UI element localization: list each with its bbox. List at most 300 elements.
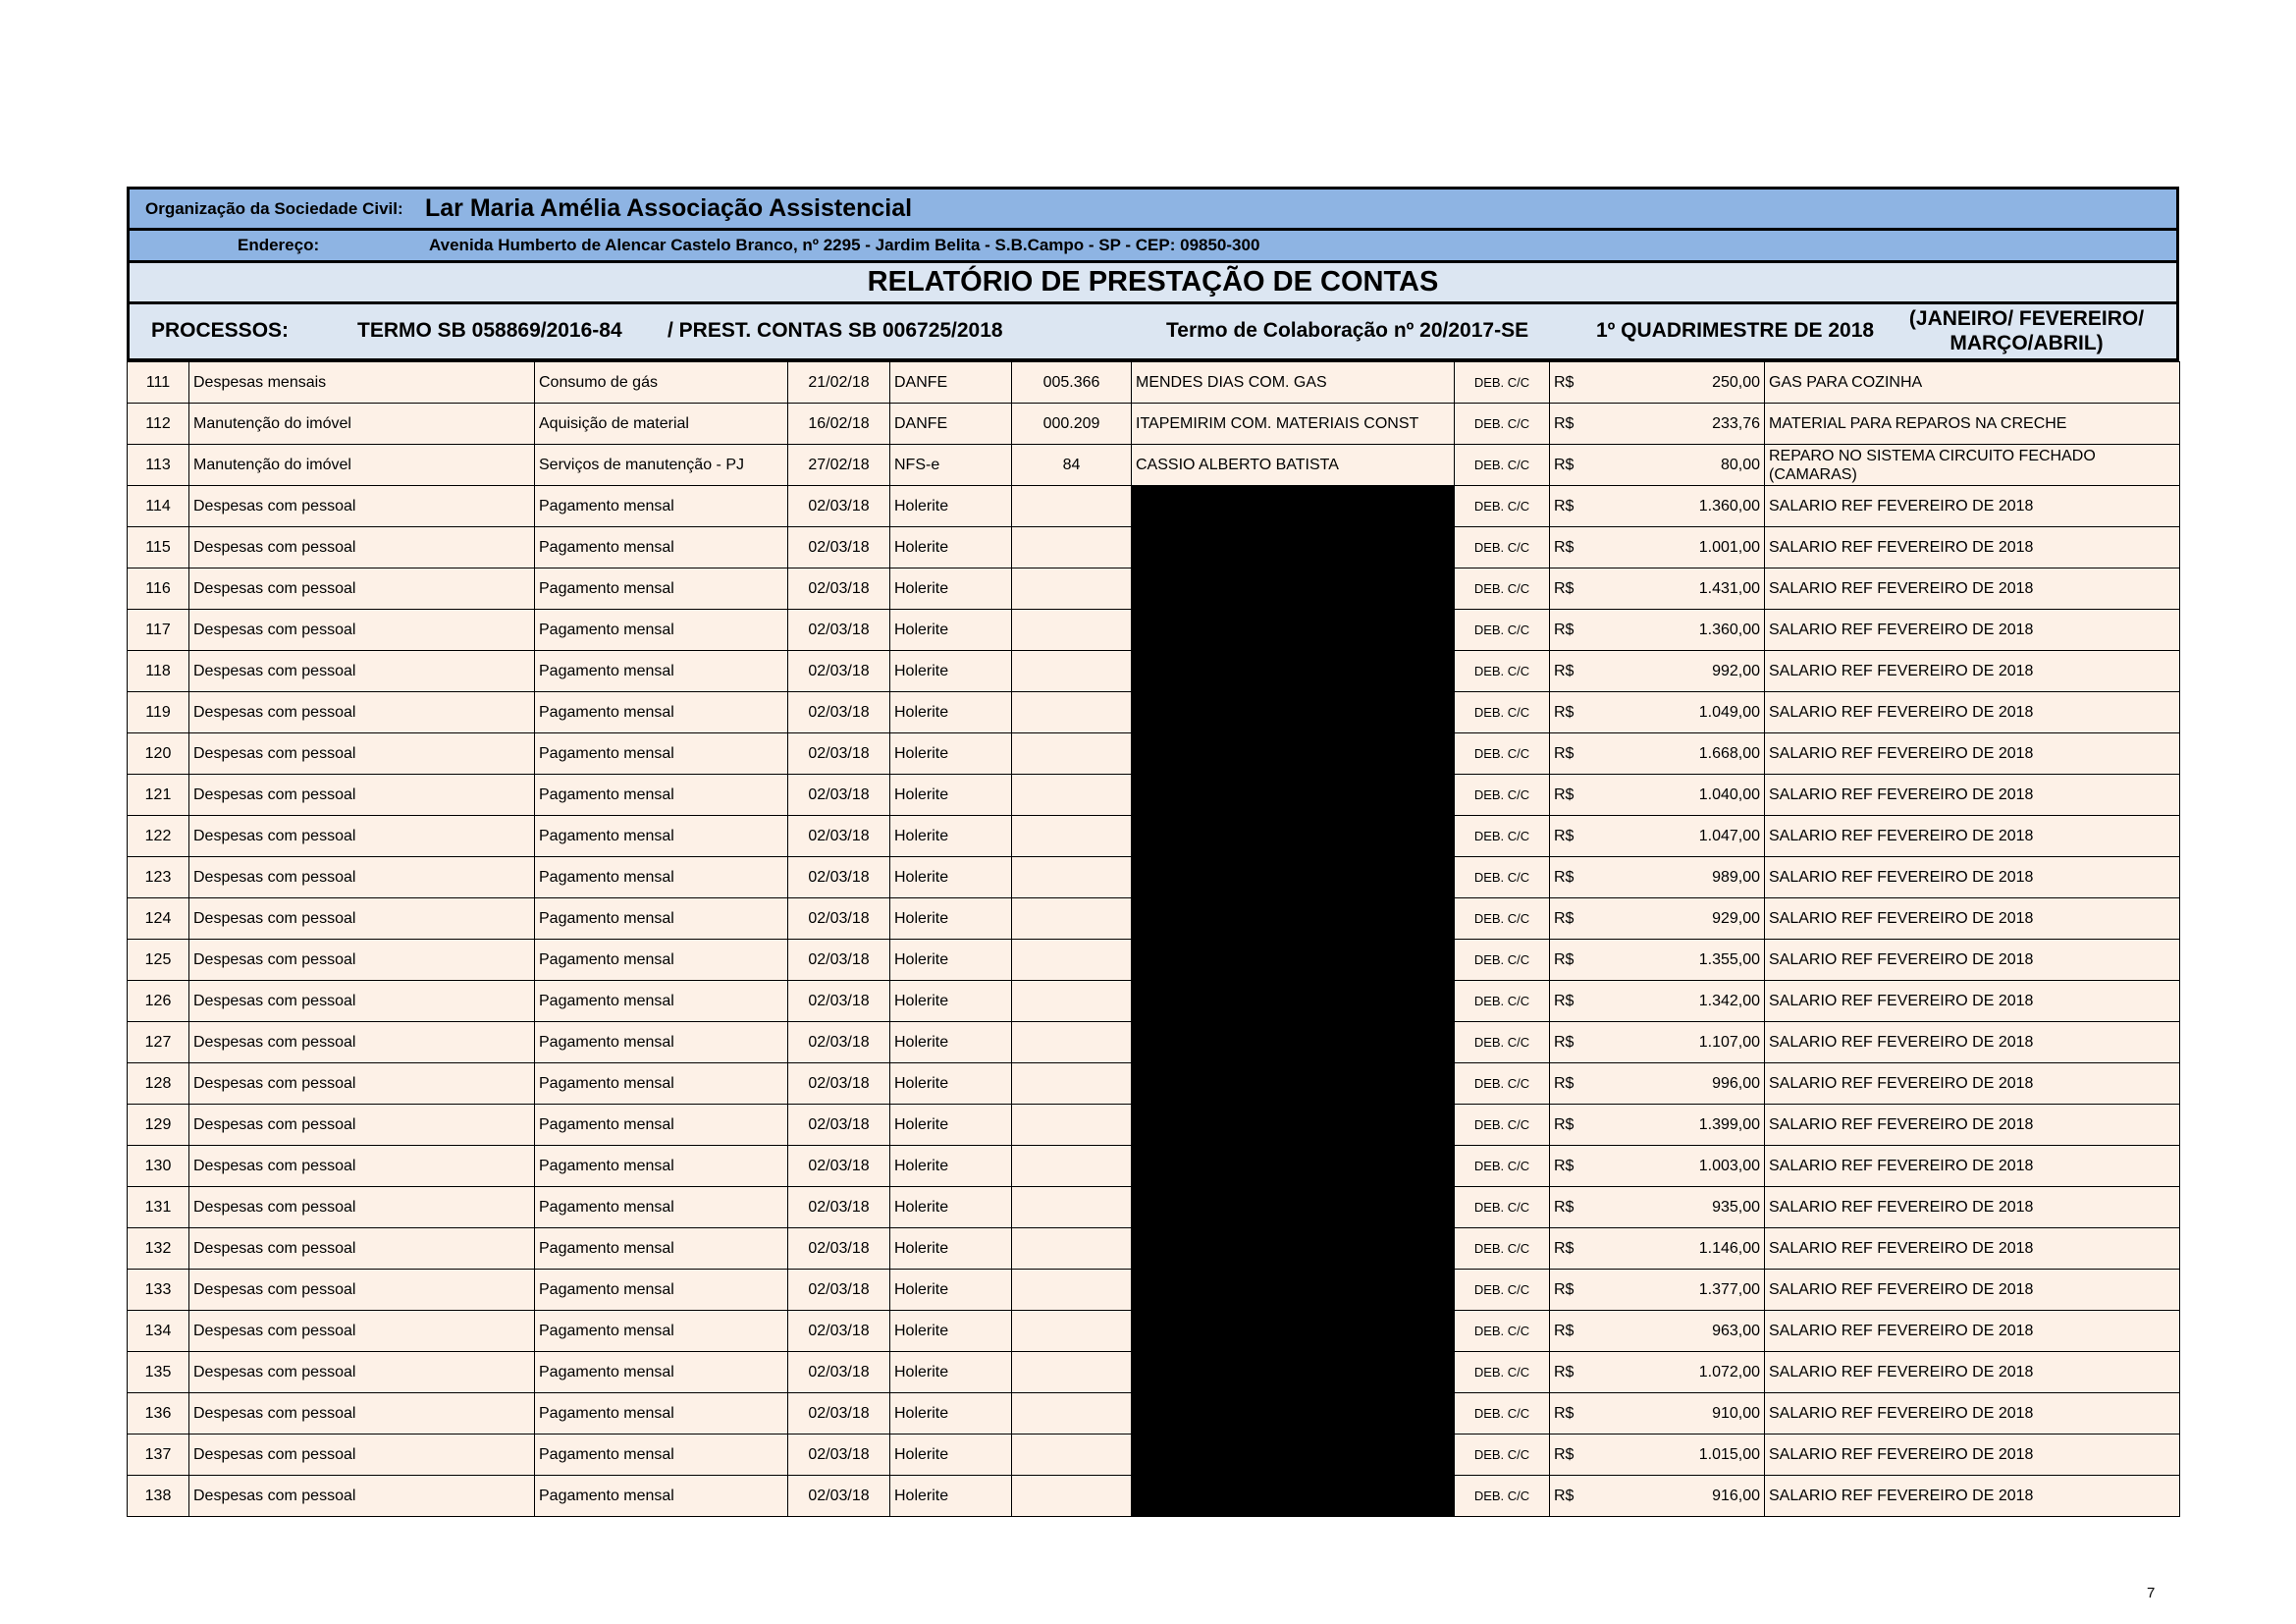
table-row: [128, 1022, 2180, 1063]
expense-category: Despesas com pessoal: [189, 651, 535, 692]
row-number: 117: [128, 610, 189, 651]
period-line-1: (JANEIRO/ FEVEREIRO/: [1908, 307, 2145, 330]
expense-subcategory: Pagamento mensal: [535, 940, 788, 981]
page-number: 7: [2147, 1585, 2156, 1601]
currency-symbol: R$: [1554, 414, 1575, 432]
currency-symbol: R$: [1554, 1074, 1575, 1092]
amount-cell: [1550, 1228, 1765, 1270]
payment-method: DEB. C/C: [1455, 816, 1550, 857]
expense-date: 02/03/18: [788, 857, 890, 898]
amount-value: 910,00: [1712, 1404, 1760, 1422]
amount-value: 233,76: [1712, 414, 1760, 432]
currency-symbol: R$: [1554, 909, 1575, 927]
expense-category: Despesas com pessoal: [189, 568, 535, 610]
expense-subcategory: Pagamento mensal: [535, 651, 788, 692]
expense-subcategory: Pagamento mensal: [535, 1311, 788, 1352]
colaboration-term: Termo de Colaboração nº 20/2017-SE: [1166, 319, 1529, 342]
expense-date: 02/03/18: [788, 486, 890, 527]
processes-label: PROCESSOS:: [151, 319, 290, 342]
expense-date: 02/03/18: [788, 568, 890, 610]
quadrimester: 1º QUADRIMESTRE DE 2018: [1596, 319, 1875, 342]
document-number: [1012, 1435, 1132, 1476]
row-number: 132: [128, 1228, 189, 1270]
currency-symbol: R$: [1554, 662, 1575, 679]
expense-subcategory: Pagamento mensal: [535, 692, 788, 733]
document-type: Holerite: [890, 1435, 1012, 1476]
table-row: [128, 568, 2180, 610]
payment-method: DEB. C/C: [1455, 486, 1550, 527]
report-sheet: [127, 187, 2179, 1517]
document-type: Holerite: [890, 981, 1012, 1022]
payment-method: DEB. C/C: [1455, 940, 1550, 981]
amount-cell: [1550, 981, 1765, 1022]
period-line-2: MARÇO/ABRIL): [1949, 332, 2104, 354]
table-row: [128, 1393, 2180, 1435]
expense-date: 02/03/18: [788, 1270, 890, 1311]
currency-symbol: R$: [1554, 950, 1575, 968]
processes-row: [130, 304, 2176, 361]
table-row: [128, 981, 2180, 1022]
document-number: [1012, 1105, 1132, 1146]
payment-method: DEB. C/C: [1455, 692, 1550, 733]
expense-subcategory: Pagamento mensal: [535, 816, 788, 857]
amount-value: 963,00: [1712, 1322, 1760, 1339]
payment-method: DEB. C/C: [1455, 1063, 1550, 1105]
row-number: 116: [128, 568, 189, 610]
table-row: [128, 1146, 2180, 1187]
amount-cell: [1550, 1270, 1765, 1311]
document-type: Holerite: [890, 1063, 1012, 1105]
expense-subcategory: Pagamento mensal: [535, 775, 788, 816]
payment-method: DEB. C/C: [1455, 857, 1550, 898]
expense-description: SALARIO REF FEVEREIRO DE 2018: [1765, 775, 2180, 816]
document-type: Holerite: [890, 568, 1012, 610]
expense-description: SALARIO REF FEVEREIRO DE 2018: [1765, 733, 2180, 775]
amount-cell: [1550, 857, 1765, 898]
expense-category: Despesas com pessoal: [189, 981, 535, 1022]
expense-date: 02/03/18: [788, 940, 890, 981]
expense-subcategory: Pagamento mensal: [535, 981, 788, 1022]
row-number: 112: [128, 404, 189, 445]
row-number: 120: [128, 733, 189, 775]
document-number: [1012, 1311, 1132, 1352]
amount-cell: [1550, 1311, 1765, 1352]
term-number: TERMO SB 058869/2016-84: [357, 319, 622, 342]
expense-description: SALARIO REF FEVEREIRO DE 2018: [1765, 1435, 2180, 1476]
address-label: Endereço:: [238, 236, 320, 254]
table-row: [128, 1311, 2180, 1352]
expense-category: Despesas com pessoal: [189, 1063, 535, 1105]
currency-symbol: R$: [1554, 992, 1575, 1009]
document-type: NFS-e: [890, 445, 1012, 486]
redacted-supplier: [1132, 775, 1455, 816]
expense-description: REPARO NO SISTEMA CIRCUITO FECHADO (CAMARAS): [1765, 445, 2180, 486]
expense-category: Manutenção do imóvel: [189, 404, 535, 445]
expense-description: SALARIO REF FEVEREIRO DE 2018: [1765, 568, 2180, 610]
document-type: Holerite: [890, 1393, 1012, 1435]
expense-category: Despesas com pessoal: [189, 1270, 535, 1311]
expense-date: 02/03/18: [788, 1063, 890, 1105]
amount-cell: [1550, 816, 1765, 857]
expense-description: SALARIO REF FEVEREIRO DE 2018: [1765, 857, 2180, 898]
document-type: Holerite: [890, 1105, 1012, 1146]
amount-value: 250,00: [1712, 373, 1760, 391]
amount-cell: [1550, 1105, 1765, 1146]
expense-category: Despesas com pessoal: [189, 1476, 535, 1517]
expense-date: 02/03/18: [788, 1228, 890, 1270]
organization-label: Organização da Sociedade Civil:: [145, 198, 403, 218]
payment-method: DEB. C/C: [1455, 362, 1550, 404]
redacted-supplier: [1132, 1311, 1455, 1352]
amount-cell: [1550, 733, 1765, 775]
expense-date: 02/03/18: [788, 1105, 890, 1146]
payment-method: DEB. C/C: [1455, 1393, 1550, 1435]
document-number: [1012, 733, 1132, 775]
document-number: [1012, 940, 1132, 981]
title-row: [130, 263, 2176, 304]
currency-symbol: R$: [1554, 1033, 1575, 1051]
row-number: 123: [128, 857, 189, 898]
row-number: 129: [128, 1105, 189, 1146]
currency-symbol: R$: [1554, 1115, 1575, 1133]
expense-date: 02/03/18: [788, 1435, 890, 1476]
expense-category: Despesas com pessoal: [189, 1228, 535, 1270]
redacted-supplier: [1132, 1435, 1455, 1476]
document-type: Holerite: [890, 1187, 1012, 1228]
amount-cell: [1550, 568, 1765, 610]
currency-symbol: R$: [1554, 1157, 1575, 1174]
redacted-supplier: [1132, 733, 1455, 775]
currency-symbol: R$: [1554, 1487, 1575, 1504]
currency-symbol: R$: [1554, 579, 1575, 597]
amount-value: 1.049,00: [1698, 703, 1760, 721]
currency-symbol: R$: [1554, 1280, 1575, 1298]
amount-cell: [1550, 1476, 1765, 1517]
currency-symbol: R$: [1554, 744, 1575, 762]
expense-category: Despesas com pessoal: [189, 692, 535, 733]
document-number: [1012, 1022, 1132, 1063]
expense-subcategory: Pagamento mensal: [535, 1063, 788, 1105]
document-number: [1012, 981, 1132, 1022]
expense-subcategory: Pagamento mensal: [535, 610, 788, 651]
document-number: [1012, 898, 1132, 940]
table-row: [128, 857, 2180, 898]
expense-date: 02/03/18: [788, 610, 890, 651]
expense-description: SALARIO REF FEVEREIRO DE 2018: [1765, 940, 2180, 981]
expense-date: 02/03/18: [788, 1476, 890, 1517]
amount-value: 1.668,00: [1698, 744, 1760, 762]
amount-cell: [1550, 775, 1765, 816]
amount-cell: [1550, 610, 1765, 651]
expense-subcategory: Pagamento mensal: [535, 1476, 788, 1517]
payment-method: DEB. C/C: [1455, 1435, 1550, 1476]
expense-description: SALARIO REF FEVEREIRO DE 2018: [1765, 1476, 2180, 1517]
expense-date: 02/03/18: [788, 733, 890, 775]
row-number: 114: [128, 486, 189, 527]
redacted-supplier: [1132, 568, 1455, 610]
expense-description: SALARIO REF FEVEREIRO DE 2018: [1765, 1311, 2180, 1352]
amount-value: 1.047,00: [1698, 827, 1760, 844]
expense-date: 02/03/18: [788, 981, 890, 1022]
expense-subcategory: Pagamento mensal: [535, 1393, 788, 1435]
address-text: Avenida Humberto de Alencar Castelo Branco, nº 2295 - Jardim Belita - S.B.Campo - SP - CEP: 09850-300: [429, 236, 1260, 254]
amount-cell: [1550, 651, 1765, 692]
row-number: 125: [128, 940, 189, 981]
expense-description: SALARIO REF FEVEREIRO DE 2018: [1765, 1146, 2180, 1187]
document-type: Holerite: [890, 1022, 1012, 1063]
table-row: [128, 1270, 2180, 1311]
row-number: 121: [128, 775, 189, 816]
expense-description: SALARIO REF FEVEREIRO DE 2018: [1765, 1105, 2180, 1146]
expense-subcategory: Pagamento mensal: [535, 1435, 788, 1476]
table-row: [128, 1352, 2180, 1393]
expense-date: 02/03/18: [788, 527, 890, 568]
document-type: Holerite: [890, 1146, 1012, 1187]
expense-description: SALARIO REF FEVEREIRO DE 2018: [1765, 651, 2180, 692]
expense-subcategory: Pagamento mensal: [535, 898, 788, 940]
expenses-table-body: [128, 362, 2180, 1517]
period-months: [1896, 306, 2157, 355]
expense-category: Despesas com pessoal: [189, 940, 535, 981]
expense-date: 27/02/18: [788, 445, 890, 486]
amount-value: 1.107,00: [1698, 1033, 1760, 1051]
supplier-name: MENDES DIAS COM. GAS: [1132, 362, 1455, 404]
table-row: [128, 1476, 2180, 1517]
amount-cell: [1550, 940, 1765, 981]
payment-method: DEB. C/C: [1455, 568, 1550, 610]
payment-method: DEB. C/C: [1455, 1228, 1550, 1270]
expense-subcategory: Pagamento mensal: [535, 568, 788, 610]
expense-subcategory: Serviços de manutenção - PJ: [535, 445, 788, 486]
expense-description: SALARIO REF FEVEREIRO DE 2018: [1765, 898, 2180, 940]
redacted-supplier: [1132, 692, 1455, 733]
amount-value: 992,00: [1712, 662, 1760, 679]
amount-value: 1.003,00: [1698, 1157, 1760, 1174]
expenses-table: [127, 361, 2180, 1517]
amount-value: 929,00: [1712, 909, 1760, 927]
organization-row: [130, 189, 2176, 231]
address-row: [130, 231, 2176, 263]
row-number: 138: [128, 1476, 189, 1517]
expense-date: 02/03/18: [788, 651, 890, 692]
document-number: [1012, 486, 1132, 527]
expense-category: Despesas com pessoal: [189, 1435, 535, 1476]
expense-date: 02/03/18: [788, 692, 890, 733]
redacted-supplier: [1132, 1476, 1455, 1517]
row-number: 130: [128, 1146, 189, 1187]
expense-subcategory: Aquisição de material: [535, 404, 788, 445]
document-type: Holerite: [890, 610, 1012, 651]
document-type: Holerite: [890, 775, 1012, 816]
currency-symbol: R$: [1554, 538, 1575, 556]
document-number: 000.209: [1012, 404, 1132, 445]
amount-cell: [1550, 1187, 1765, 1228]
report-title: RELATÓRIO DE PRESTAÇÃO DE CONTAS: [867, 266, 1439, 298]
document-number: [1012, 692, 1132, 733]
amount-value: 1.015,00: [1698, 1445, 1760, 1463]
expense-description: SALARIO REF FEVEREIRO DE 2018: [1765, 610, 2180, 651]
currency-symbol: R$: [1554, 827, 1575, 844]
document-type: Holerite: [890, 651, 1012, 692]
expense-description: SALARIO REF FEVEREIRO DE 2018: [1765, 1270, 2180, 1311]
expense-description: SALARIO REF FEVEREIRO DE 2018: [1765, 1063, 2180, 1105]
expense-date: 02/03/18: [788, 898, 890, 940]
table-row: [128, 527, 2180, 568]
table-row: [128, 1187, 2180, 1228]
document-type: Holerite: [890, 1476, 1012, 1517]
table-row: [128, 610, 2180, 651]
document-number: [1012, 1270, 1132, 1311]
currency-symbol: R$: [1554, 703, 1575, 721]
amount-cell: [1550, 404, 1765, 445]
payment-method: DEB. C/C: [1455, 1105, 1550, 1146]
redacted-supplier: [1132, 1063, 1455, 1105]
prest-contas-number: / PREST. CONTAS SB 006725/2018: [667, 319, 1003, 342]
currency-symbol: R$: [1554, 785, 1575, 803]
currency-symbol: R$: [1554, 373, 1575, 391]
redacted-supplier: [1132, 1393, 1455, 1435]
table-row: [128, 362, 2180, 404]
expense-subcategory: Pagamento mensal: [535, 857, 788, 898]
amount-value: 1.355,00: [1698, 950, 1760, 968]
document-type: Holerite: [890, 733, 1012, 775]
table-row: [128, 898, 2180, 940]
amount-cell: [1550, 362, 1765, 404]
amount-value: 1.001,00: [1698, 538, 1760, 556]
amount-value: 1.431,00: [1698, 579, 1760, 597]
payment-method: DEB. C/C: [1455, 1146, 1550, 1187]
expense-description: GAS PARA COZINHA: [1765, 362, 2180, 404]
document-number: [1012, 1063, 1132, 1105]
currency-symbol: R$: [1554, 1322, 1575, 1339]
document-number: [1012, 527, 1132, 568]
currency-symbol: R$: [1554, 497, 1575, 514]
expense-description: SALARIO REF FEVEREIRO DE 2018: [1765, 1352, 2180, 1393]
expense-description: SALARIO REF FEVEREIRO DE 2018: [1765, 486, 2180, 527]
expense-date: 16/02/18: [788, 404, 890, 445]
table-row: [128, 940, 2180, 981]
row-number: 113: [128, 445, 189, 486]
expense-subcategory: Pagamento mensal: [535, 1270, 788, 1311]
expense-description: SALARIO REF FEVEREIRO DE 2018: [1765, 1187, 2180, 1228]
table-row: [128, 404, 2180, 445]
row-number: 128: [128, 1063, 189, 1105]
currency-symbol: R$: [1554, 1198, 1575, 1216]
payment-method: DEB. C/C: [1455, 610, 1550, 651]
currency-symbol: R$: [1554, 456, 1575, 473]
document-type: DANFE: [890, 404, 1012, 445]
payment-method: DEB. C/C: [1455, 527, 1550, 568]
document-number: [1012, 1146, 1132, 1187]
organization-name: Lar Maria Amélia Associação Assistencial: [425, 194, 913, 222]
supplier-name: CASSIO ALBERTO BATISTA: [1132, 445, 1455, 486]
amount-value: 1.342,00: [1698, 992, 1760, 1009]
amount-value: 1.040,00: [1698, 785, 1760, 803]
expense-category: Despesas com pessoal: [189, 816, 535, 857]
table-row: [128, 733, 2180, 775]
payment-method: DEB. C/C: [1455, 1022, 1550, 1063]
row-number: 118: [128, 651, 189, 692]
document-number: [1012, 651, 1132, 692]
document-number: 84: [1012, 445, 1132, 486]
document-number: [1012, 1476, 1132, 1517]
payment-method: DEB. C/C: [1455, 775, 1550, 816]
expense-subcategory: Pagamento mensal: [535, 733, 788, 775]
row-number: 137: [128, 1435, 189, 1476]
supplier-name: ITAPEMIRIM COM. MATERIAIS CONST: [1132, 404, 1455, 445]
expense-category: Despesas com pessoal: [189, 527, 535, 568]
expense-category: Despesas com pessoal: [189, 1393, 535, 1435]
expense-category: Despesas com pessoal: [189, 1352, 535, 1393]
payment-method: DEB. C/C: [1455, 651, 1550, 692]
redacted-supplier: [1132, 1270, 1455, 1311]
amount-value: 1.377,00: [1698, 1280, 1760, 1298]
expense-category: Despesas com pessoal: [189, 898, 535, 940]
payment-method: DEB. C/C: [1455, 404, 1550, 445]
expense-category: Despesas com pessoal: [189, 1311, 535, 1352]
amount-cell: [1550, 1146, 1765, 1187]
redacted-supplier: [1132, 940, 1455, 981]
expense-description: SALARIO REF FEVEREIRO DE 2018: [1765, 1022, 2180, 1063]
amount-value: 1.072,00: [1698, 1363, 1760, 1380]
redacted-supplier: [1132, 1187, 1455, 1228]
document-number: [1012, 816, 1132, 857]
expense-category: Despesas com pessoal: [189, 486, 535, 527]
payment-method: DEB. C/C: [1455, 981, 1550, 1022]
row-number: 126: [128, 981, 189, 1022]
payment-method: DEB. C/C: [1455, 1311, 1550, 1352]
redacted-supplier: [1132, 651, 1455, 692]
payment-method: DEB. C/C: [1455, 733, 1550, 775]
document-number: 005.366: [1012, 362, 1132, 404]
payment-method: DEB. C/C: [1455, 445, 1550, 486]
document-number: [1012, 775, 1132, 816]
amount-value: 1.360,00: [1698, 497, 1760, 514]
document-type: Holerite: [890, 692, 1012, 733]
expense-subcategory: Pagamento mensal: [535, 1228, 788, 1270]
payment-method: DEB. C/C: [1455, 898, 1550, 940]
document-number: [1012, 1393, 1132, 1435]
payment-method: DEB. C/C: [1455, 1476, 1550, 1517]
expense-description: SALARIO REF FEVEREIRO DE 2018: [1765, 816, 2180, 857]
expense-category: Despesas com pessoal: [189, 1105, 535, 1146]
redacted-supplier: [1132, 981, 1455, 1022]
expense-subcategory: Pagamento mensal: [535, 1352, 788, 1393]
row-number: 111: [128, 362, 189, 404]
expense-description: SALARIO REF FEVEREIRO DE 2018: [1765, 527, 2180, 568]
amount-value: 989,00: [1712, 868, 1760, 886]
expense-subcategory: Pagamento mensal: [535, 1105, 788, 1146]
document-type: Holerite: [890, 1228, 1012, 1270]
row-number: 127: [128, 1022, 189, 1063]
currency-symbol: R$: [1554, 621, 1575, 638]
expense-category: Despesas com pessoal: [189, 1187, 535, 1228]
amount-value: 916,00: [1712, 1487, 1760, 1504]
redacted-supplier: [1132, 898, 1455, 940]
document-type: Holerite: [890, 1352, 1012, 1393]
expense-subcategory: Pagamento mensal: [535, 1146, 788, 1187]
amount-cell: [1550, 527, 1765, 568]
document-type: Holerite: [890, 1311, 1012, 1352]
table-row: [128, 1063, 2180, 1105]
amount-cell: [1550, 1063, 1765, 1105]
row-number: 136: [128, 1393, 189, 1435]
document-number: [1012, 1352, 1132, 1393]
amount-value: 80,00: [1720, 456, 1760, 473]
document-type: Holerite: [890, 857, 1012, 898]
document-type: Holerite: [890, 940, 1012, 981]
report-header: [127, 187, 2179, 361]
